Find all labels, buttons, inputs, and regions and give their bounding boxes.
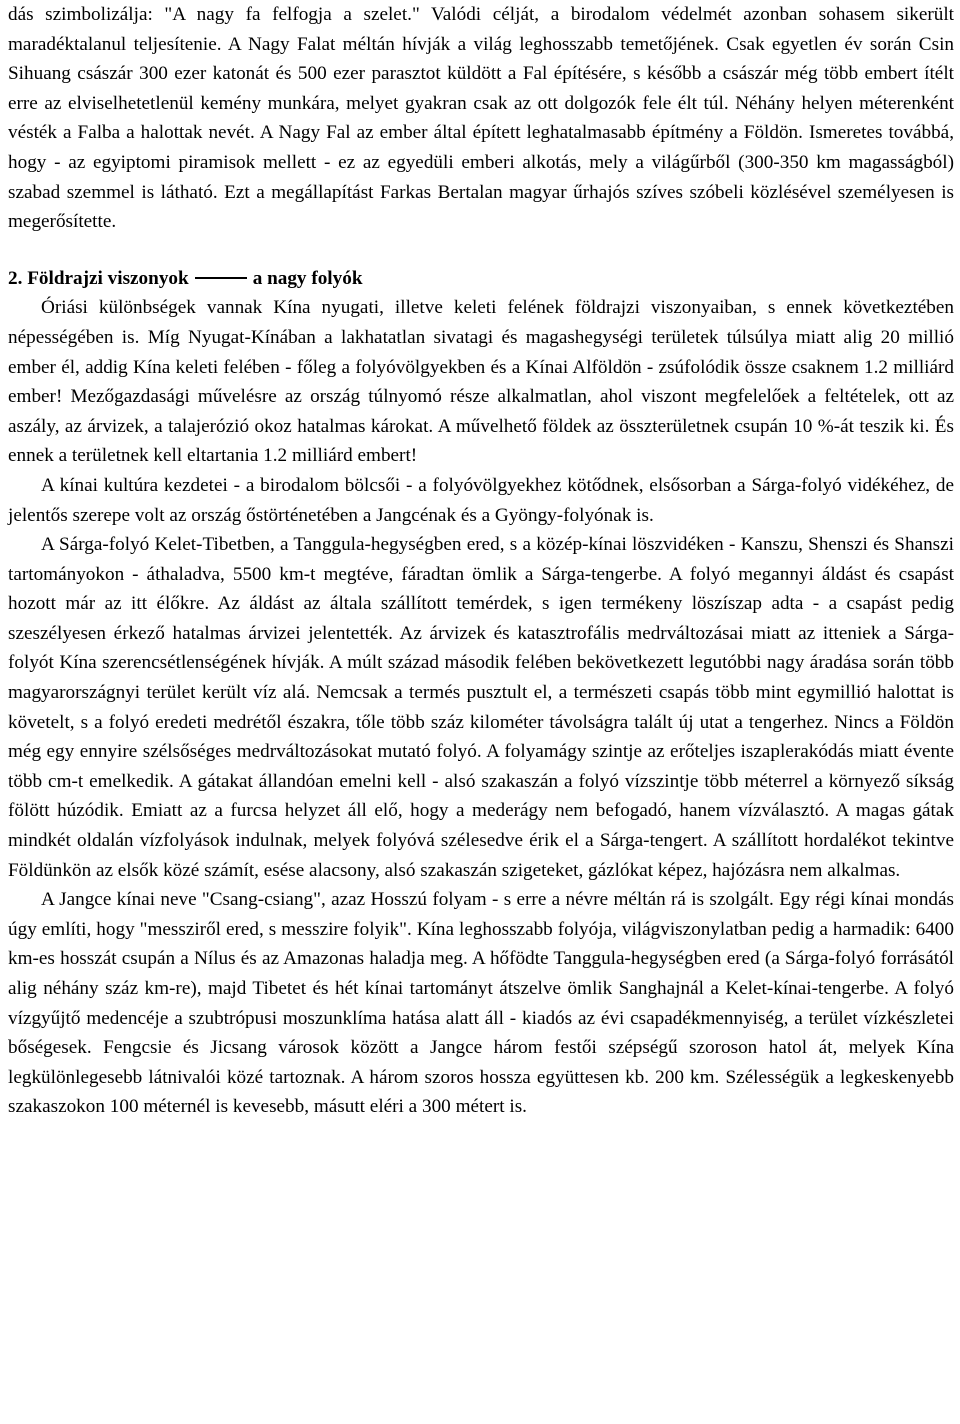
- paragraph-culture-origins: A kínai kultúra kezdetei - a birodalom bölcsői - a folyóvölgyekhez kötődnek, elsősorban a Sárga-folyó vidékéhez, de jelentős szerepe volt az ország őstörténetében a Jangcénak és a Gyöngy-folyónak is.: [8, 474, 954, 526]
- heading-dash: [195, 277, 247, 279]
- section-title-part1: Földrajzi viszonyok: [27, 267, 189, 289]
- paragraph-yangtze: A Jangce kínai neve "Csang-csiang", azaz Hosszú folyam - s erre a névre méltán rá is szolgált. Egy régi kínai mondás úgy említi, hogy "messziről ered, s messzire folyik". Kína leghosszabb folyója, világviszonylatban pedig a harmadik: 6400 km-es hosszát csupán a Nílus és az Amazonas haladja meg. A hőfödte Tanggula-hegységben ered (a Sárga-folyó forrásától alig néhány száz km-re), majd Tibetet és hét kínai tartományt átszelve ömlik Sanghajnál a Kelet-kínai-tengerbe. A folyó vízgyűjtő medencéje a szubtrópusi moszunklíma hatása alatt áll - kiadós az évi csapadékmennyiség, a terület vízkészletei bőségesek. Fengcsie és Jicsang városok között a Jangce három festői szépségű szoroson hatol át, melyek Kína legkülönlegesebb látnivalói közé tartoznak. A három szoros hossza együttesen kb. 200 km. Szélességük a legkeskenyebb szakaszokon 100 méternél is kevesebb, másutt eléri a 300 métert is.: [8, 889, 954, 1118]
- paragraph-yellow-river: A Sárga-folyó Kelet-Tibetben, a Tanggula-hegységben ered, s a közép-kínai löszvidéken - Kanszu, Shenszi és Shanszi tartományokon - áthaladva, 5500 km-t megtéve, fáradtan ömlik a Sárga-tengerbe. A folyó megannyi áldást és csapást hozott már az itt élőkre. Az áldást az általa szállított temérdek, s igen termékeny löszíszap adta - a csapást pedig szeszélyesen érkező hatalmas árvizei jelentették. Az árvizek és katasztrofális medrváltozásai miatt az itteniek a Sárga-folyót Kína szerencsétlenségének hívják. A múlt század második felében bekövetkezett legutóbbi nagy áradása során több magyarországnyi terület került víz alá. Nemcsak a termés pusztult el, a természeti csapás több mint egymillió halottat is követelt, s a folyó eredeti medrétől északra, tőle több száz kilométer távolságra talált új utat a tengerhez. Nincs a Földön még egy ennyire szélsőséges medrváltozásokat mutató folyó. A folyamágy szintje az erőteljes iszaplerakódás miatt évente több cm-t emelkedik. A gátakat állandóan emelni kell - alsó szakaszán a folyó vízszintje több méterrel a környező síkság fölött húzódik. Emiatt az a furcsa helyzet áll elő, hogy a mederágy nem befogadó, hanem vízválasztó. A magas gátak mindkét oldalán vízfolyások indulnak, melyek folyóvá szélesedve érik el a Sárga-tengert. A szállított hordalékot tekintve Földünkön az elsők közé számít, esése alacsony, alsó szakaszán szigeteket, gázlókat képez, hajózásra nem alkalmas.: [8, 534, 954, 881]
- document-page: [8, 0, 954, 1122]
- section-spacer: [8, 237, 954, 257]
- paragraph-geography: Óriási különbségek vannak Kína nyugati, illetve keleti felének földrajzi viszonyaiban, s ennek következtében népességében is. Míg Nyugat-Kínában a lakhatatlan sivatagi és magashegységi területek túlsúlya miatt alig 20 millió ember él, addig Kína keleti felében - főleg a folyóvölgyekben és a Kínai Alföldön - zsúfolódik össze csaknem 1.2 milliárd ember! Mezőgazdasági művelésre az ország túlnyomó része alkalmatlan, ahol viszont megfelelőek a feltételek, ott az aszály, az árvizek, a talajerózió okoz hatalmas károkat. A művelhető földek az összterületnek csupán 10 %-át teszik ki. És ennek a területnek kell eltartania 1.2 milliárd embert!: [8, 297, 954, 467]
- section-number: 2.: [8, 267, 23, 289]
- section-heading: [8, 264, 954, 294]
- section-title-part2: a nagy folyók: [252, 267, 363, 289]
- paragraph-great-wall: dás szimbolizálja: "A nagy fa felfogja a szelet." Valódi célját, a birodalom védelmét azonban sohasem sikerült maradéktalanul teljesítenie. A Nagy Falat méltán hívják a világ leghosszabb temetőjének. Csak egyetlen év során Csin Sihuang császár 300 ezer katonát és 500 ezer parasztot küldött a Fal építésére, s később a császár még több embert ítélt erre az elviselhetetlenül kemény munkára, melyet gyakran csak az ott dolgozók fele élt túl. Néhány helyen méterenként vésték a Falba a halottak nevét. A Nagy Fal az ember által épített leghatalmasabb építmény a Földön. Ismeretes továbbá, hogy - az egyiptomi piramisok mellett - ez az egyedüli emberi alkotás, mely a világűrből (300-350 km magasságból) szabad szemmel is látható. Ezt a megállapítást Farkas Bertalan magyar űrhajós szíves szóbeli közlésével személyesen is megerősítette.: [8, 4, 954, 233]
